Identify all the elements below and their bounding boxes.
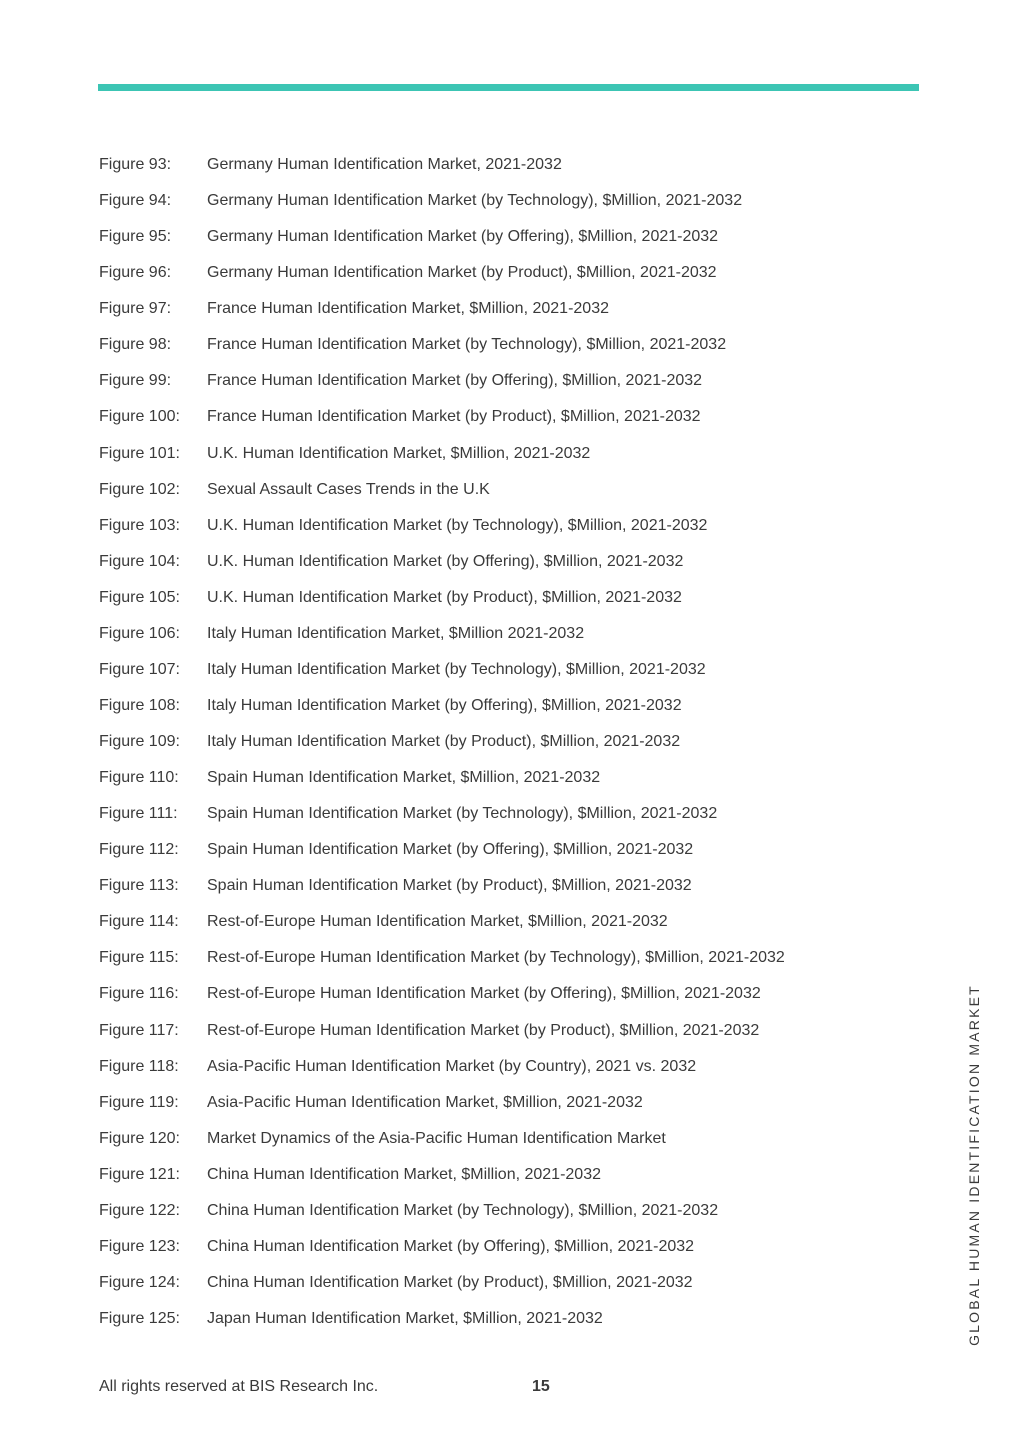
figure-number: Figure 99: <box>99 372 172 390</box>
figure-entry[interactable] <box>99 327 939 363</box>
figure-number: Figure 112: <box>99 841 179 859</box>
figure-title: Italy Human Identification Market (by Product), $Million, 2021-2032 <box>207 733 681 751</box>
figure-entry[interactable] <box>99 472 939 508</box>
figure-number: Figure 107: <box>99 660 180 678</box>
figure-title: U.K. Human Identification Market (by Product), $Million, 2021-2032 <box>207 588 682 606</box>
figure-number: Figure 95: <box>99 228 172 246</box>
figure-title: Asia-Pacific Human Identification Market (by Country), 2021 vs. 2032 <box>207 1057 697 1075</box>
figure-entry[interactable] <box>99 652 939 688</box>
figure-entry[interactable] <box>99 832 939 868</box>
figure-number: Figure 125: <box>99 1310 180 1328</box>
figure-number: Figure 96: <box>99 264 172 282</box>
figure-entry[interactable] <box>99 868 939 904</box>
figure-title: Spain Human Identification Market (by Offering), $Million, 2021-2032 <box>207 841 694 859</box>
figure-entry[interactable] <box>99 976 939 1012</box>
figure-title: Germany Human Identification Market, 2021-2032 <box>207 156 562 174</box>
figure-title: France Human Identification Market, $Million, 2021-2032 <box>207 300 609 318</box>
side-report-title: GLOBAL HUMAN IDENTIFICATION MARKET <box>966 984 982 1346</box>
footer-page-number: 15 <box>532 1378 550 1395</box>
figure-entry[interactable] <box>99 183 939 219</box>
figure-title: Rest-of-Europe Human Identification Market (by Product), $Million, 2021-2032 <box>207 1021 760 1039</box>
figure-title: Spain Human Identification Market (by Product), $Million, 2021-2032 <box>207 877 692 895</box>
figure-number: Figure 93: <box>99 156 172 174</box>
figure-entry[interactable] <box>99 363 939 399</box>
figure-number: Figure 119: <box>99 1093 179 1111</box>
list-of-figures <box>99 147 939 1337</box>
figure-title: Germany Human Identification Market (by Technology), $Million, 2021-2032 <box>207 192 743 210</box>
figure-entry[interactable] <box>99 399 939 435</box>
figure-number: Figure 103: <box>99 516 180 534</box>
figure-entry[interactable] <box>99 544 939 580</box>
figure-entry[interactable] <box>99 147 939 183</box>
figure-title: Spain Human Identification Market (by Technology), $Million, 2021-2032 <box>207 805 718 823</box>
figure-number: Figure 120: <box>99 1129 180 1147</box>
figure-number: Figure 122: <box>99 1201 180 1219</box>
figure-title: Rest-of-Europe Human Identification Market, $Million, 2021-2032 <box>207 913 668 931</box>
figure-title: France Human Identification Market (by Offering), $Million, 2021-2032 <box>207 372 703 390</box>
figure-entry[interactable] <box>99 616 939 652</box>
figure-title: China Human Identification Market (by Technology), $Million, 2021-2032 <box>207 1201 719 1219</box>
figure-title: U.K. Human Identification Market (by Technology), $Million, 2021-2032 <box>207 516 708 534</box>
figure-title: Germany Human Identification Market (by Product), $Million, 2021-2032 <box>207 264 717 282</box>
figure-number: Figure 106: <box>99 624 180 642</box>
figure-title: Spain Human Identification Market, $Million, 2021-2032 <box>207 769 601 787</box>
figure-entry[interactable] <box>99 1085 939 1121</box>
figure-entry[interactable] <box>99 1121 939 1157</box>
figure-number: Figure 101: <box>99 444 180 462</box>
figure-entry[interactable] <box>99 940 939 976</box>
figure-number: Figure 102: <box>99 480 180 498</box>
figure-number: Figure 114: <box>99 913 179 931</box>
figure-entry[interactable] <box>99 1301 939 1337</box>
figure-number: Figure 111: <box>99 805 178 823</box>
figure-entry[interactable] <box>99 219 939 255</box>
figure-title: Rest-of-Europe Human Identification Market (by Offering), $Million, 2021-2032 <box>207 985 761 1003</box>
figure-number: Figure 109: <box>99 733 180 751</box>
figure-entry[interactable] <box>99 1193 939 1229</box>
figure-title: France Human Identification Market (by Technology), $Million, 2021-2032 <box>207 336 727 354</box>
footer-copyright: All rights reserved at BIS Research Inc. <box>99 1378 379 1395</box>
figure-title: Sexual Assault Cases Trends in the U.K <box>207 480 490 498</box>
figure-entry[interactable] <box>99 255 939 291</box>
figure-entry[interactable] <box>99 724 939 760</box>
figure-entry[interactable] <box>99 796 939 832</box>
figure-number: Figure 100: <box>99 408 180 426</box>
figure-entry[interactable] <box>99 508 939 544</box>
figure-title: Italy Human Identification Market (by Technology), $Million, 2021-2032 <box>207 660 706 678</box>
figure-title: Italy Human Identification Market (by Offering), $Million, 2021-2032 <box>207 696 682 714</box>
figure-entry[interactable] <box>99 580 939 616</box>
figure-number: Figure 117: <box>99 1021 179 1039</box>
figure-number: Figure 104: <box>99 552 180 570</box>
figure-entry[interactable] <box>99 760 939 796</box>
figure-number: Figure 110: <box>99 769 179 787</box>
figure-title: Rest-of-Europe Human Identification Market (by Technology), $Million, 2021-2032 <box>207 949 785 967</box>
figure-number: Figure 98: <box>99 336 172 354</box>
figure-title: U.K. Human Identification Market (by Offering), $Million, 2021-2032 <box>207 552 684 570</box>
figure-title: Germany Human Identification Market (by Offering), $Million, 2021-2032 <box>207 228 719 246</box>
figure-number: Figure 105: <box>99 588 180 606</box>
figure-entry[interactable] <box>99 1013 939 1049</box>
figure-number: Figure 121: <box>99 1165 180 1183</box>
figure-title: Market Dynamics of the Asia-Pacific Human Identification Market <box>207 1129 666 1147</box>
figure-number: Figure 97: <box>99 300 172 318</box>
figure-number: Figure 115: <box>99 949 179 967</box>
figure-entry[interactable] <box>99 436 939 472</box>
figure-title: Asia-Pacific Human Identification Market, $Million, 2021-2032 <box>207 1093 643 1111</box>
figure-entry[interactable] <box>99 291 939 327</box>
figure-number: Figure 94: <box>99 192 172 210</box>
figure-number: Figure 118: <box>99 1057 179 1075</box>
header-accent-rule <box>98 84 919 91</box>
figure-title: China Human Identification Market (by Product), $Million, 2021-2032 <box>207 1273 693 1291</box>
figure-entry[interactable] <box>99 904 939 940</box>
figure-number: Figure 113: <box>99 877 179 895</box>
figure-entry[interactable] <box>99 688 939 724</box>
figure-entry[interactable] <box>99 1229 939 1265</box>
figure-entry[interactable] <box>99 1049 939 1085</box>
figure-title: China Human Identification Market (by Offering), $Million, 2021-2032 <box>207 1237 695 1255</box>
figure-number: Figure 124: <box>99 1273 180 1291</box>
figure-title: Italy Human Identification Market, $Million 2021-2032 <box>207 624 585 642</box>
figure-title: France Human Identification Market (by Product), $Million, 2021-2032 <box>207 408 701 426</box>
figure-title: U.K. Human Identification Market, $Million, 2021-2032 <box>207 444 591 462</box>
figure-number: Figure 123: <box>99 1237 180 1255</box>
figure-entry[interactable] <box>99 1157 939 1193</box>
figure-number: Figure 108: <box>99 696 180 714</box>
figure-number: Figure 116: <box>99 985 179 1003</box>
figure-title: China Human Identification Market, $Million, 2021-2032 <box>207 1165 601 1183</box>
figure-entry[interactable] <box>99 1265 939 1301</box>
figure-title: Japan Human Identification Market, $Million, 2021-2032 <box>207 1310 603 1328</box>
